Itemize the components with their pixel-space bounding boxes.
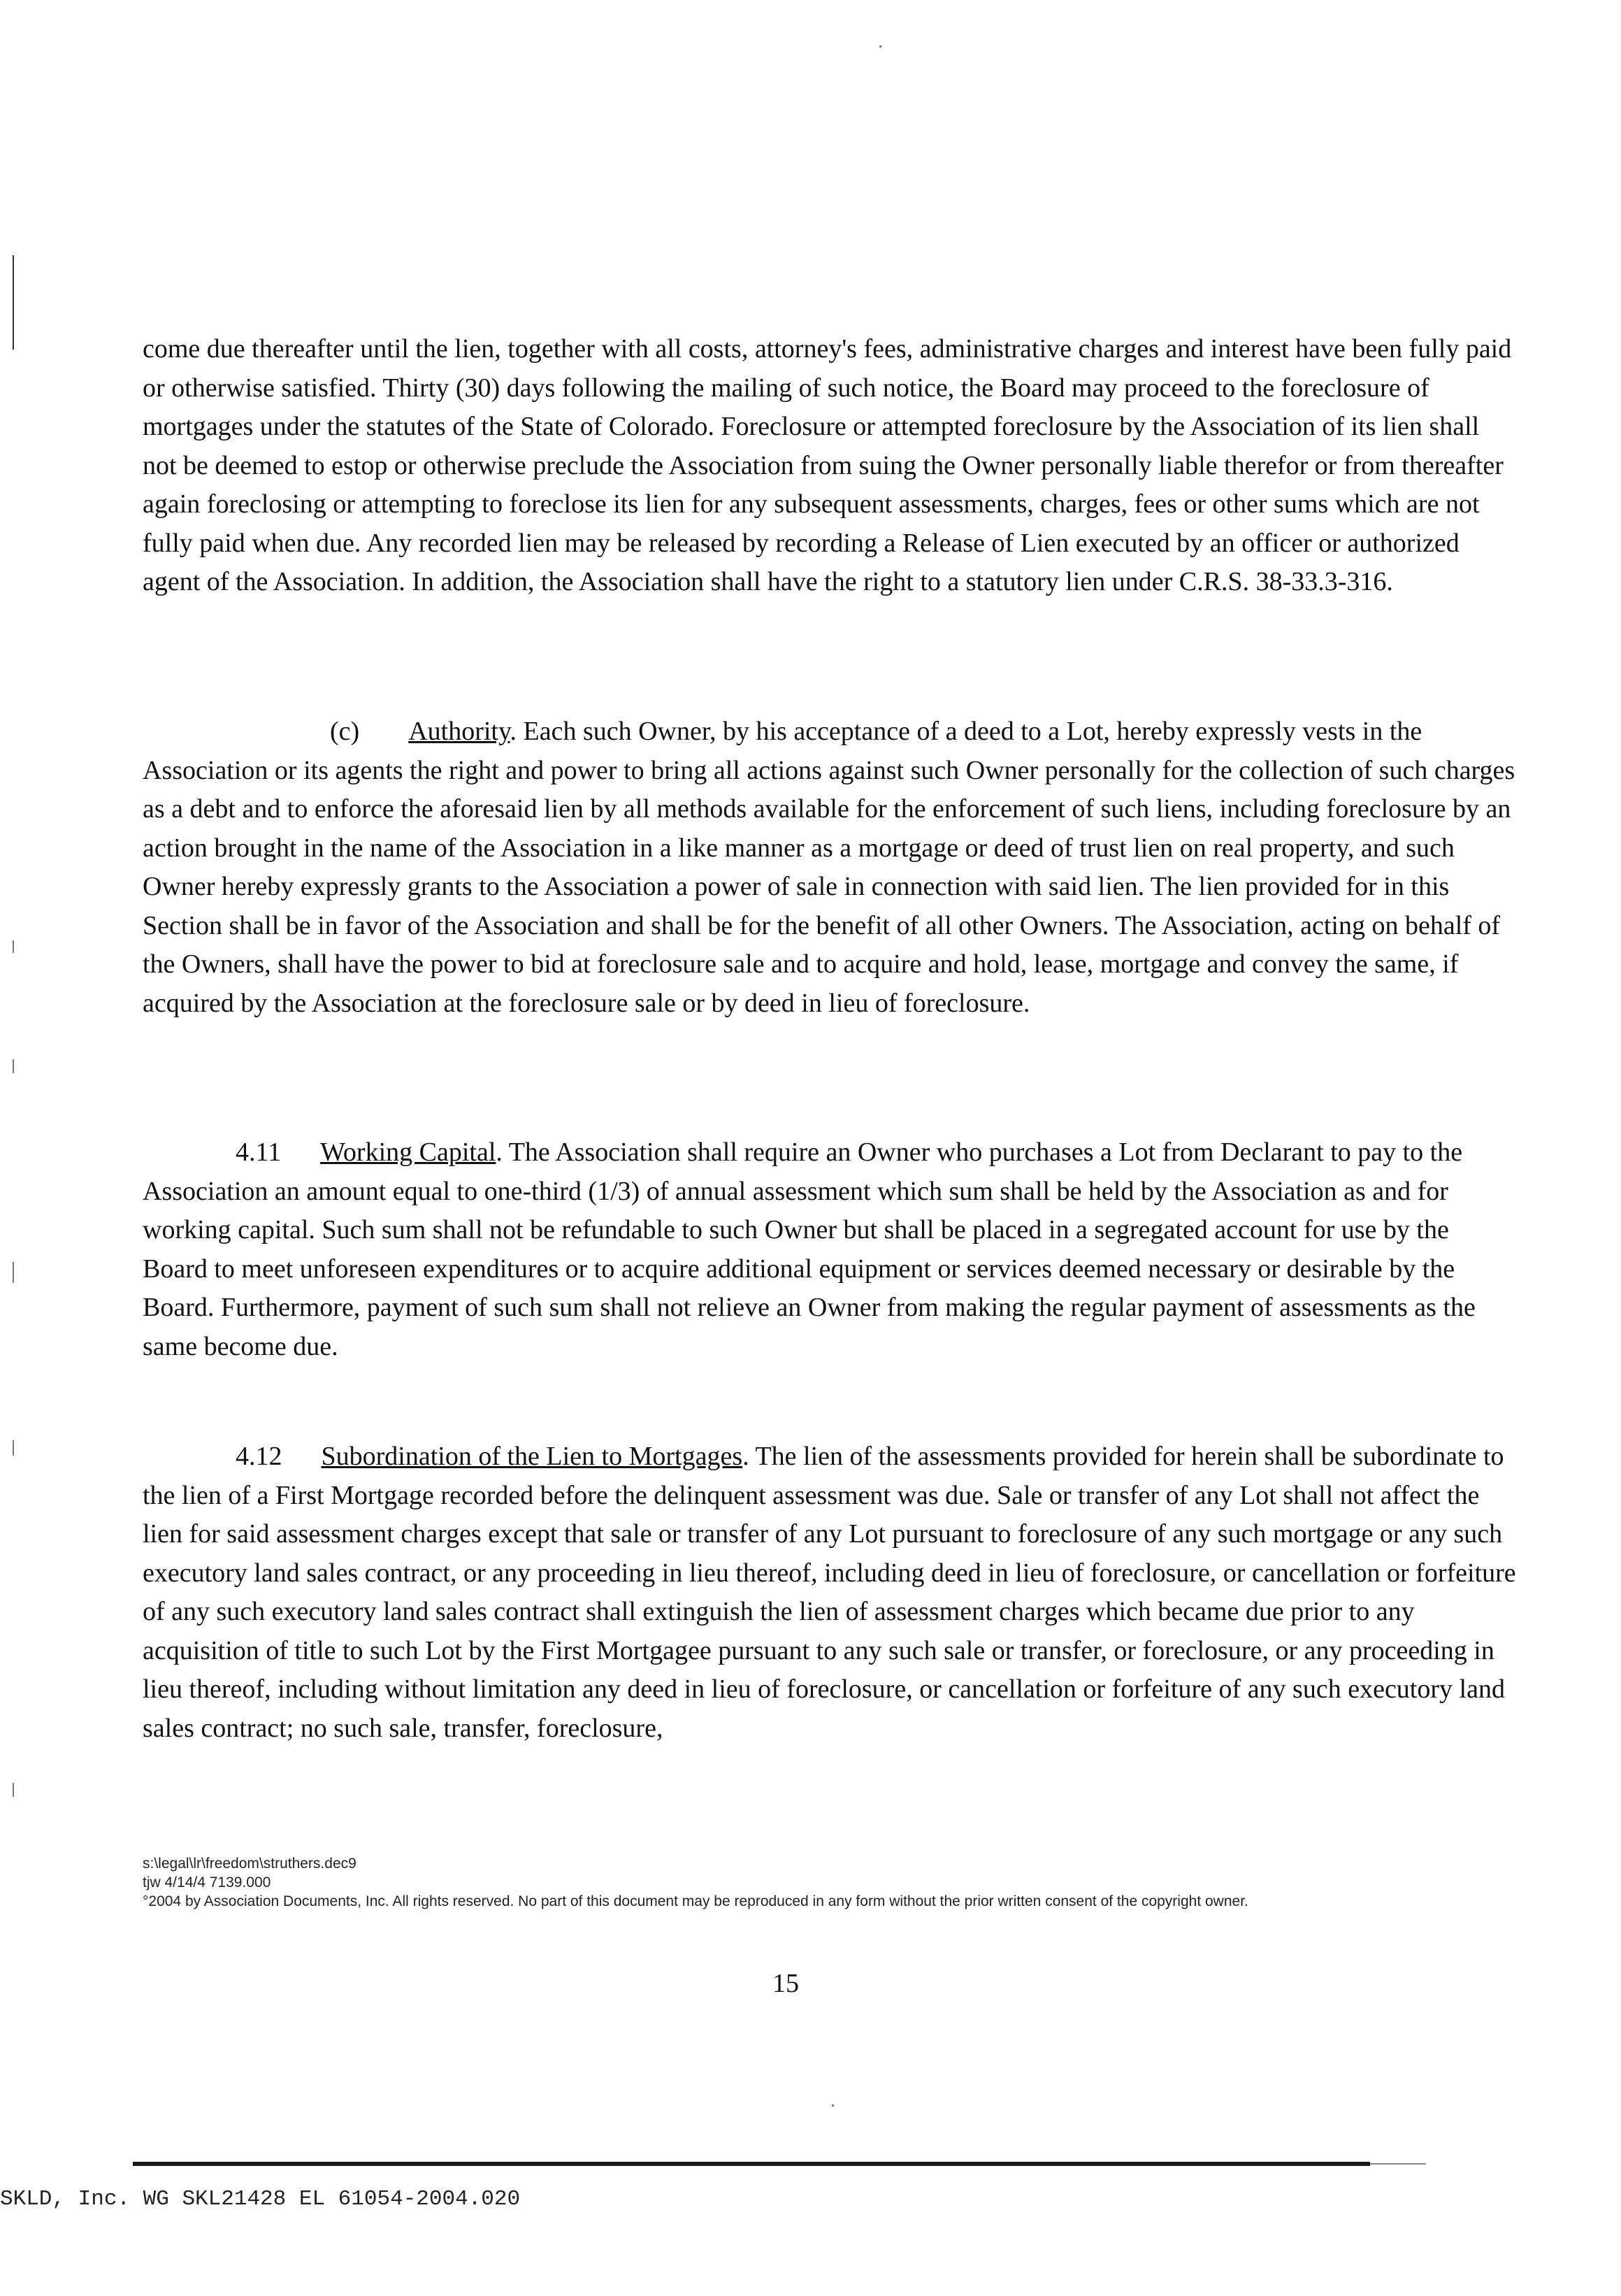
- section-4-12-subordination: [143, 1437, 1520, 1748]
- left-margin-mark: [13, 255, 14, 350]
- section-body: . The Association shall require an Owner who purchases a Lot from Declarant to pay to the Association an amount equal to one-third (1/3) of annual assessment which sum shall be held by the Association as and for working capital. Such sum shall not be refundable to such Owner but shall be placed in a segregated account for use by the Board to meet unforeseen expenditures or to acquire additional equipment or services deemed necessary or desirable by the Board. Furthermore, payment of such sum shall not relieve an Owner from making the regular payment of assessments as the same become due.: [143, 1138, 1476, 1361]
- section-number: 4.12: [236, 1442, 282, 1471]
- bottom-rule-tail: [1370, 2163, 1426, 2165]
- section-c-authority: [143, 712, 1520, 1023]
- section-heading: Authority: [408, 717, 510, 746]
- scan-dot: [13, 1059, 14, 1073]
- section-4-11-working-capital: [143, 1133, 1520, 1366]
- footer-file-path: s:\legal\lr\freedom\struthers.dec9: [143, 1856, 356, 1872]
- section-heading: Subordination of the Lien to Mortgages: [321, 1442, 743, 1471]
- scan-dot: [13, 1440, 14, 1456]
- section-body: . The lien of the assessments provided for herein shall be subordinate to the lien of a First Mortgage recorded before the delinquent assessment was due. Sale or transfer of any Lot shall not affect the lien for said assessment charges except that sale or transfer of any Lot pursuant to foreclosure of any such mortgage or any such executory land sales contract, or any proceeding in lieu thereof, including deed in lieu of foreclosure, or cancellation or forfeiture of any such executory land sales contract shall extinguish the lien of assessment charges which became due prior to any acquisition of title to such Lot by the First Mortgagee pursuant to any such sale or transfer, or foreclosure, or any proceeding in lieu thereof, including without limitation any deed in lieu of foreclosure, or cancellation or forfeiture of any such executory land sales contract; no such sale, transfer, foreclosure,: [143, 1442, 1516, 1743]
- paragraph-lien-continuation: [143, 330, 1520, 602]
- scan-dot: [13, 1783, 14, 1797]
- scan-dot: [879, 45, 881, 48]
- section-number: (c): [330, 717, 360, 746]
- page-number: 15: [772, 1969, 799, 1998]
- section-body: . Each such Owner, by his acceptance of a deed to a Lot, hereby expressly vests in the Association or its agents the right and power to bring all actions against such Owner personally for the collection of such charges as a debt and to enforce the aforesaid lien by all methods available for the enforcement of such liens, including foreclosure by an action brought in the name of the Association in a like manner as a mortgage or deed of trust lien on real property, and such Owner hereby expressly grants to the Association a power of sale in connection with said lien. The lien provided for in this Section shall be in favor of the Association and shall be for the benefit of all other Owners. The Association, acting on behalf of the Owners, shall have the power to bid at foreclosure sale and to acquire and hold, lease, mortgage and convey the same, if acquired by the Association at the foreclosure sale or by deed in lieu of foreclosure.: [143, 717, 1515, 1018]
- footer-file-meta: tjw 4/14/4 7139.000: [143, 1874, 271, 1890]
- section-number: 4.11: [236, 1138, 282, 1167]
- paragraph-text: come due thereafter until the lien, together with all costs, attorney's fees, administrative charges and interest have been fully paid or otherwise satisfied. Thirty (30) days following the mailing of such notice, the Board may proceed to the foreclosure of mortgages under the statutes of the State of Colorado. Foreclosure or attempted foreclosure by the Association of its lien shall not be deemed to estop or otherwise preclude the Association from suing the Owner personally liable therefor or from thereafter again foreclosing or attempting to foreclose its lien for any subsequent assessments, charges, fees or other sums which are not fully paid when due. Any recorded lien may be released by recording a Release of Lien executed by an officer or authorized agent of the Association. In addition, the Association shall have the right to a statutory lien under C.R.S. 38-33.3-316.: [143, 334, 1512, 596]
- section-heading: Working Capital: [320, 1138, 496, 1167]
- scan-dot: [13, 940, 14, 953]
- footer-copyright: °2004 by Association Documents, Inc. All rights reserved. No part of this document may be reproduced in any form without the prior written consent of the copyright owner.: [143, 1893, 1248, 1909]
- bottom-rule: [133, 2162, 1370, 2166]
- scan-dot: [832, 2104, 834, 2107]
- recording-stamp: SKLD, Inc. WG SKL21428 EL 61054-2004.020: [0, 2187, 521, 2211]
- scan-dot: [13, 1262, 14, 1283]
